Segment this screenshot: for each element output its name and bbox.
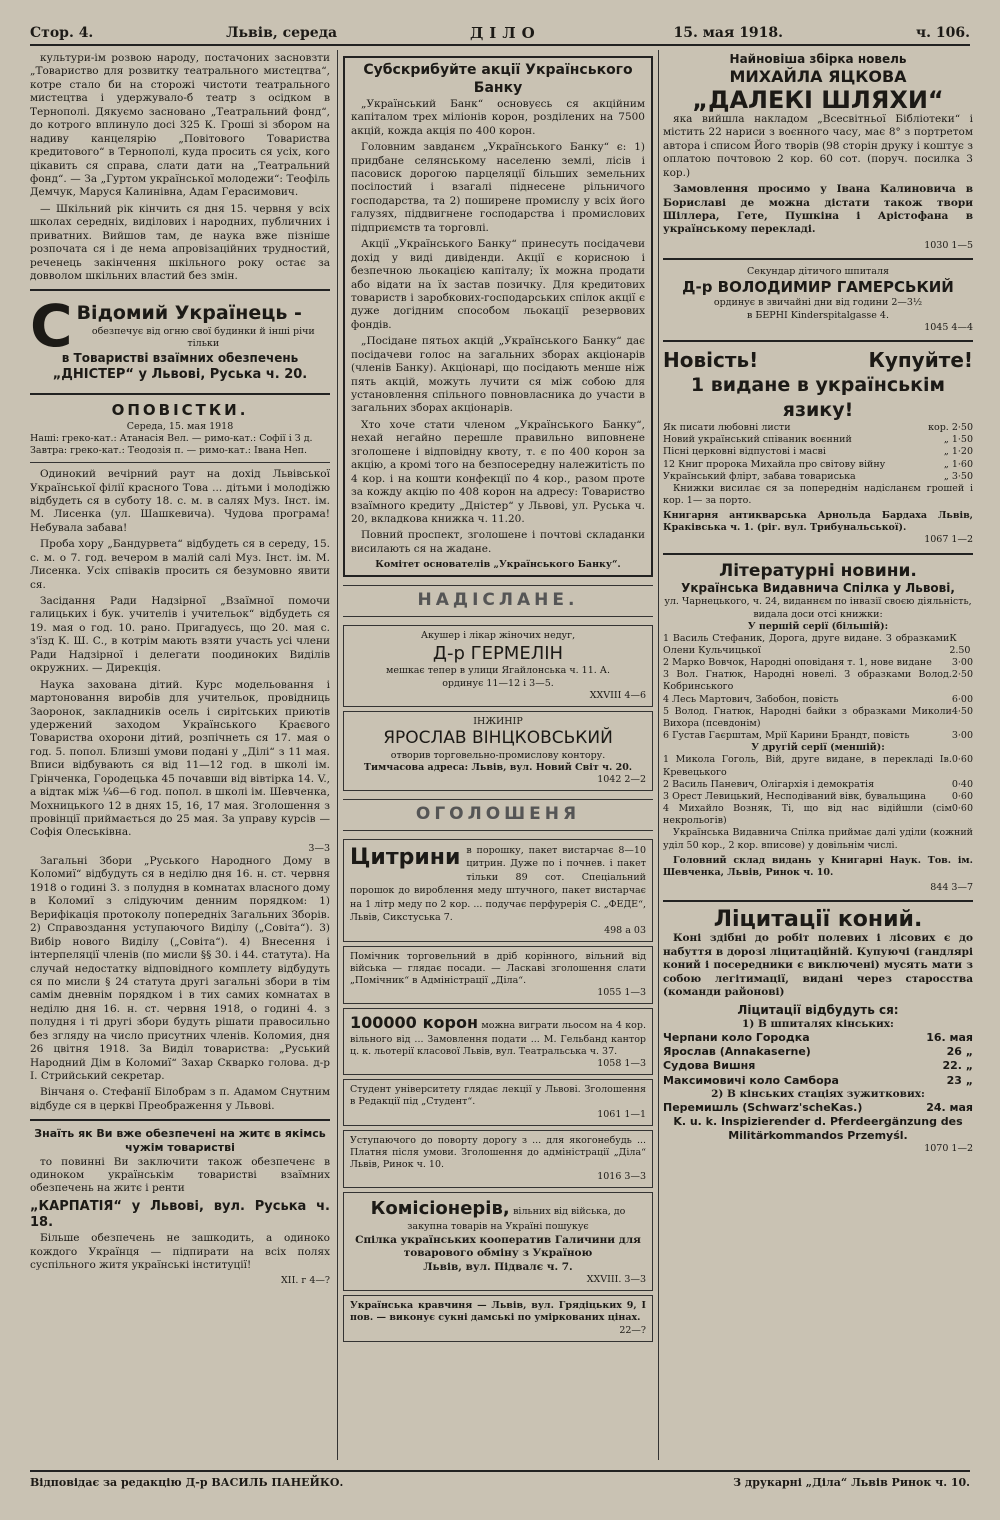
dnister-dropcap: С [30, 292, 73, 361]
book-price: 3·00 [951, 657, 973, 669]
theatre-article: культури-ім розвою народу, постачоних засновзти „Товариство для розвитку театрального мистецтва“, котре стало би на сторожі чистоти театрального мистецтва і удержувало-б театр з осідком в Тернополі. Дякуємо засновано „Театральний фонд“, до котрого вплинуло досі 325 К. Гроші зі збором на надиву канцелярію „Повітового Товариства кредитового“ в Тернополі, куда просить ся усіх, кого цікавить ся справа, слати дати на „Театральний фонд“. — За „Гуртом української молодежи“: Теофіль Демчук, Маруся Калинівна, Адам Герасимович. [30, 52, 330, 199]
karpatia-text: то повинні Ви заключити також обезпеченє в одиноком українськім товаристві взаїмних обезпечень на житє і ренти [30, 1155, 330, 1195]
price-list [663, 422, 973, 483]
book-row [663, 694, 973, 706]
column-divider [658, 50, 659, 1460]
newspaper-title: ДІЛО [469, 24, 541, 42]
ad2-ref: 1058 1—3 [597, 1058, 646, 1070]
classified-assistant [343, 946, 653, 1005]
notice-council: Засідання Ради Надзірної „Взаїмної помочи галицьких і бук. учителів і учительок“ відбудеть ся 19. мая о год. 10. рано. Пригадуєсь, що 20. мая с. з'їзд К. Ш. С., в котрім мають взяти участь усі члени Ради Надзірної і делегати поодиноких Виділів окружних. — Дирекція. [30, 595, 330, 675]
book-title: 2 Марко Вовчок, Народні оповіданя т. 1, нове видане [663, 657, 932, 669]
price-row [663, 471, 973, 483]
dnister-line3: „ДНІСТЕР“ у Львові, Руська ч. 20. [52, 366, 308, 382]
column-left [30, 52, 330, 1460]
bank-p5: Хто хоче стати членом „Українського Банку“, нехай негайно перешле правильно виповнене зголошене і відповідну квоту, т. є по 400 корон за акцію, а кромі того на безпосередну належитість по 4 кор. і на кошти конфекції по 4 кор., разом проте за кожду акцію по 408 корон на адресу: Товариство взаїмного кредиту „Дністер“ у Львові, ул. Руська ч. 20, вкладкова книжка ч. 11.20. [351, 418, 645, 525]
column-divider [337, 50, 338, 1460]
price-item: Як писати любовні листи [663, 422, 791, 434]
nadislane-header: НАДІСЛАНЕ. [343, 585, 653, 617]
hamersky-ad [663, 266, 973, 334]
classified-student [343, 1079, 653, 1125]
column-middle [343, 52, 653, 1460]
citryny-big: Цитрини [350, 844, 461, 870]
novist-big: 1 видане в українськім язику! [690, 374, 946, 421]
hamersky-ref: 1045 4—4 [924, 321, 973, 333]
auction-row [663, 1101, 973, 1115]
hermelin-l3: ординує 11—12 і 3—5. [442, 677, 554, 689]
bank-title: Субскрибуйте акції Українського Банку [363, 62, 633, 96]
vinckovsky-ad [343, 711, 653, 791]
notice-raut: Одинокий вечірний раут на дохід Львівської Української філії красного Това ... дітьми і молодіжю відбудеть ся в суботу 18. с. м. в салях Муз. Інст. ім. М. Лисенка (ул. Шашкевича). Чудова програма! Небувала забава! [30, 468, 330, 534]
notices-title: ОПОВІСТКИ. [111, 401, 249, 420]
book-row [663, 706, 973, 730]
literary-news [663, 561, 973, 895]
divider [663, 258, 973, 260]
notice-course: Наука захована дітий. Курс модельовання і мартоновання виробів для учительок, провідниць Заоронок, закладників осель і сирітських приютів удержений заходом Українського Краєвого Товариства охорони дітий, розпічнеть ся 17. мая о год. 5. попол. Близші умови подані у „Ділі“ з 11 мая. Вписи відбувають ся від 11—12 год. в школі ім. Грінченка, Городецька 45 почавши від вівтірка 14. V., а відтак між ¼6—6 год. попол. в школі ім. Шевченка, Мохницького 12 в днях 15, 16, 17 мая. Зголошення з провінції приймається до 25 мая. За управу курсів — Софія Олеськівна. [30, 678, 330, 839]
komisioner-ad [343, 1192, 653, 1291]
ogoloshennia-header: ОГОЛОШЕНЯ [343, 799, 653, 831]
classified-lottery [343, 1008, 653, 1075]
karpatia-name: „КАРПАТІЯ“ у Львові, вул. Руська ч. 18. [30, 1198, 330, 1231]
divider [30, 289, 330, 291]
calendar-today: Наші: греко-кат.: Атанасія Вел. — римо-кат.: Софії і З д. [30, 432, 313, 444]
footer [30, 1470, 970, 1489]
auction-place: Максимовичі коло Самбора [663, 1073, 839, 1087]
book-price: 3·00 [951, 730, 973, 742]
auction-row [663, 1059, 973, 1073]
notice-wedding: Вінчаня о. Стефанії Білобрам з п. Адамом Снутним відбуде ся в церкві Преображення у Львові. [30, 1086, 330, 1112]
vinc-name: ЯРОСЛАВ ВІНЦКОВСЬКИЙ [383, 727, 613, 748]
yatskiv-ref: 1030 1—5 [924, 239, 973, 251]
book-title: 4 Михайло Возняк, Ті, що від нас відійшли (сім некрольогів) [663, 803, 952, 827]
price-value: „ 1·20 [943, 446, 973, 458]
karpatia-text2: Більше обезпечень не зашкодить, а одиноко кождого Українця — підпирати на всіх полях суспільного житя українські інституції! [30, 1232, 330, 1271]
citryny-ad [343, 839, 653, 942]
lic-s2: 2) В кінських стаціях зужиткових: [711, 1087, 925, 1100]
book-row [663, 657, 973, 669]
classified-4 [343, 1130, 653, 1189]
ad1-text: Помічник торговельний в дріб корінного, вільний від війська — глядає посади. — Ласкаві зголошення слати „Помічник“ в Адміністрації „Діла“. [350, 950, 646, 987]
vinc-ref: 1042 2—2 [597, 774, 646, 786]
price-row [663, 434, 973, 446]
bank-ad [343, 56, 653, 577]
book-row [663, 791, 973, 803]
book-title: 2 Василь Паневич, Олігархія і демократія [663, 778, 875, 790]
book-row [663, 669, 973, 693]
notice-choir: Проба хору „Бандурвета“ відбудеть ся в середу, 15. с. м. о 7. год. вечером в малій салі Муз. Інст. ім. М. Лисенка. Усіх співаків просить ся безумовно явити ся. [30, 538, 330, 591]
footer-printer: З друкарні „Діла“ Львів Ринок ч. 10. [733, 1476, 970, 1489]
book-price: 0·60 [951, 790, 973, 802]
book-title: 4 Лесь Мартович, Забобон, повість [663, 693, 839, 705]
price-item: 12 Книг пророка Михайла про світову війну [663, 458, 886, 470]
lit-publisher: Українська Видавнича Спілка у Львові, [681, 581, 955, 596]
calendar-date: Середа, 15. мая 1918 [126, 420, 234, 432]
hermelin-ad [343, 625, 653, 707]
auction-date: 24. мая [926, 1101, 973, 1115]
auction-date: 23 „ [946, 1073, 973, 1087]
kravchyna-ad [343, 1295, 653, 1341]
ad2-big: 100000 корон [350, 1013, 479, 1033]
lic-title: Ліцитації коний. [713, 907, 923, 933]
books-series-1 [663, 633, 973, 742]
book-price: 0·60 [951, 754, 973, 766]
karpatia-ref: XII. г 4—? [281, 1275, 330, 1287]
dnister-line2: в Товаристві взаїмних обезпечень [61, 351, 299, 366]
masthead [30, 22, 970, 46]
notice-course-ref: 3—3 [308, 842, 330, 854]
hermelin-name: Д-р ГЕРМЕЛІН [432, 643, 564, 665]
hermelin-l1: Акушер і лікар жіночих недуг, [420, 630, 576, 642]
yatskiv-ad [663, 52, 973, 252]
yatskiv-author: МИХАЙЛА ЯЦКОВА [729, 67, 907, 87]
auction-place: Ярослав (Annakaserne) [663, 1045, 811, 1059]
book-title: 6 Густав Гаєрштам, Мрії Карини Брандт, повість [663, 730, 910, 742]
lit-store: Головний склад видань у Книгарні Наук. Тов. ім. Шевченка, Львів, Ринок ч. 10. [663, 854, 973, 878]
novist-header [663, 348, 973, 374]
price-row [663, 459, 973, 471]
book-title: 5 Волод. Гнатюк, Народні байки з образками Миколи Вихора (псевдонім) [663, 705, 952, 729]
horse-auction [663, 908, 973, 1155]
auction-date: 26 „ [946, 1045, 973, 1059]
divider [663, 340, 973, 342]
yatskiv-text2: Замовлення просимо у Івана Калиновича в Бориславі де можна дістати також твори Шіллера, Гете, Пушкіна і Арістофана в українському перекладі. [663, 183, 973, 236]
komis-t2: Спілка українських кооператив Галичини для товарового обміну з Україною [355, 1233, 641, 1260]
auction-place: Черпани коло Городка [663, 1031, 810, 1045]
lic-ref: 1070 1—2 [924, 1143, 973, 1155]
vinc-l1: ІНЖИНІР [473, 715, 523, 727]
price-value: „ 3·50 [943, 470, 973, 482]
lic-sub: Ліцитації відбудуть ся: [737, 1002, 899, 1017]
issue-date: 15. мая 1918. [673, 25, 784, 41]
kravchyna-text: Українська кравчиня — Львів, вул. Грядіцьких 9, І пов. — виконує сукні дамські по уміркованих цінах. [350, 1300, 646, 1324]
komis-big: Комісіонерів, [370, 1198, 510, 1220]
place: Львів, середа [226, 25, 338, 41]
book-price: 2·50 [951, 669, 973, 681]
divider [663, 553, 973, 555]
bank-p1: „Український Банк“ основуєсь ся акційним капіталом трех міліонів корон, розділених на 7500 акцій, кожда акція по 400 корон. [351, 97, 645, 137]
karpatia-title: Знаїть як Ви вже обезпечені на житє в якімсь чужім товаристві [34, 1127, 326, 1155]
hamersky-name: Д-р ВОЛОДИМИР ГАМЕРСЬКИЙ [682, 278, 954, 297]
book-price: 0·60 [951, 803, 973, 815]
series1-title: У першій серії (більшій): [747, 620, 889, 632]
book-title: 1 Василь Стефаник, Дорога, друге видане. З образками Олени Кульчицької [663, 632, 950, 656]
calendar-tomorrow: Завтра: греко-кат.: Теодозія п. — римо-кат.: Івана Неп. [30, 444, 308, 456]
books-series-2 [663, 754, 973, 827]
issue-number: ч. 106. [915, 25, 970, 41]
divider [663, 900, 973, 902]
novist-ref: 1067 1—2 [924, 534, 973, 546]
hermelin-l2: мешкає тепер в улици Ягайлонська ч. 11. А. [385, 665, 610, 677]
novist-right: Купуйте! [868, 347, 973, 372]
book-price: 4·50 [951, 705, 973, 717]
price-item: Пісні церковні відпустові і масві [663, 446, 826, 458]
lit-note: Українська Видавнича Спілка приймає далі уділи (кожний уділ 50 кор., 2 кор. вписове) у довільнім числі. [663, 827, 973, 851]
citryny-text: в порошку, пакет вистарчає 8—10 цитрин. Дуже по і почнев. і пакет тільки 89 сот. Спеціальний порошок до вироблення меду штучного, пакет вистарчає на 1 літр меду по 2 кор. ... подучає перфурерія С. „ФЕДЕ“, Львів, Сикстуська 7. [350, 844, 646, 924]
yatskiv-title: „ДАЛЕКІ ШЛЯХИ“ [692, 85, 944, 114]
notice-assembly: Загальні Збори „Руського Народного Дому в Коломиї“ відбудуть ся в неділю дня 16. н. ст. червня 1918 о годині 3. з полудня в комнатах власного дому в Коломиї з слідуючим денним порядком: 1) Верифікація протоколу попередніх Загальних Зборів. 2) Справоздання уступаючого Виділу („Совіта“). 3) Вибір нового Виділу („Совіта“). 4) Внесення і інтерпеляції членів (по мисли §§ 30. і 44. статута). На случай недостатку відповідного комплету відбудуть ся по мисли § 24 статута другі загальні збори в тім самім дневнім порядком і в тих самих комнатах в неділю дня 16. н. ст. червня 1918, о годині 4. з полудня і ті другі збори будуть рішати правосильно без згляду на число присутних членів. Коломия, дня 26 цвітня 1918. За Виділ товариства: „Руський Народний Дім в Коломиї“ Захар Скварко голова. д-р І. Стрийський секретар. [30, 855, 330, 1083]
bank-p2: Головним завданєм „Українського Банку“ є: 1) придбане селянському населеню землі, лісів і пасовиск дорогою парцеляції більших земельних посілостий і взагалі піднесене рільничого господарства, та 2) поширене промислу у всіх його галузях, піддвигнене господарства і промислових підприємств та торговлі. [351, 141, 645, 234]
citryny-ref: 498 а 03 [604, 924, 646, 936]
auction-date: 16. мая [926, 1031, 973, 1045]
hamersky-l2: ординує в звичайні дни від години 2—3½ [713, 297, 923, 309]
yatskiv-text: яка вийшла накладом „Всесвітньої Бібліотеки“ і містить 22 нариси з воєнного часу, має 8° з портретом автора і списом Його творів (98 сторін друку і коштує з оплатою почтовою 2 кор. 60 сот. (поруч. посилка 3 кор.) [663, 112, 973, 179]
ad3-ref: 1061 1—1 [597, 1108, 646, 1120]
price-value: „ 1·60 [943, 458, 973, 470]
novist-note: Книжки висилає ся за попереднім надісланєм грошей і кор. 1— за порто. [663, 482, 973, 506]
column-right [663, 52, 973, 1460]
price-item: Український флірт, забава товариська [663, 470, 856, 482]
ad4-text: Уступаючого до поворту дорогу з ... для якогонебудь ... Платня після умови. Зголошення до адміністрації „Діла“ Львів, Ринок ч. 10. [350, 1134, 646, 1171]
bank-sign: Комітет основателів „Українського Банку“. [375, 559, 621, 571]
book-row [663, 633, 973, 657]
ad2-text: можна виграти льосом на 4 кор. вільного від ... Замовлення подати ... М. Гельбанд кантор ц. к. льотерії класової Львів, вул. Театральська ч. 37. [350, 1020, 646, 1057]
book-row [663, 803, 973, 827]
hamersky-l3: в БЕРНІ Kinderspitalgasse 4. [747, 309, 889, 321]
komis-ref: XXVIII. 3—3 [586, 1274, 646, 1286]
bank-p4: „Посідане пятьох акцій „Українського Банку“ дає посідачеви голос на загальних зборах акціонарів (членів Банку). Акціонарі, що посідають менше ніж пять акцій, можуть лучити ся між собою для установлення спільного повновласника до участи в загальних зборах акціонарів. [351, 335, 645, 415]
auction-row [663, 1045, 973, 1059]
book-title: 1 Микола Гоголь, Вій, друге видане, в перекладі Ів. Кревецького [663, 754, 952, 778]
kravchyna-ref: 22—? [619, 1324, 646, 1336]
lit-title: Літературні новини. [719, 560, 917, 581]
yatskiv-l1: Найновіша збірка новель [729, 52, 907, 66]
lic-rows-1 [663, 1031, 973, 1087]
ad4-ref: 1016 3—3 [597, 1171, 646, 1183]
dnister-line1: обезпечує від огню свої будинки й інші річи тільки [91, 325, 315, 349]
book-title: 3 Орест Левицький, Несподіваний вівк, бувальщина [663, 790, 926, 802]
divider [30, 1119, 330, 1121]
school-news: — Шкільний рік кінчить ся дня 15. червня у всіх школах середніх, виділових і народних, публичних і приватних. Вийшов там, де наука вже пізніше розпочата ся і де нема апровізаційних трудностий, реченець закінчення шкільного року остає за довволом шкільних властий без змін. [30, 202, 330, 282]
book-row [663, 730, 973, 742]
price-item: Новий український співаник воєнний [663, 434, 852, 446]
karpatia-ad [30, 1127, 330, 1287]
dnister-title: Відомий Українець - [76, 302, 302, 325]
dnister-ad [30, 292, 330, 387]
book-row [663, 754, 973, 778]
footer-editor: Відповідає за редакцію Д-р ВАСИЛЬ ПАНЕЙКО. [30, 1476, 344, 1489]
lit-ref: 844 3—7 [930, 881, 973, 893]
book-price: К 2.50 [949, 632, 971, 656]
lic-sign: K. u. k. Inspizierender d. Pferdeergänzung des Militärkommandos Przemyśl. [673, 1115, 963, 1143]
book-row [663, 779, 973, 791]
vinc-l2: отворив торговельно-промислову контору. [390, 749, 606, 761]
auction-place: Перемишль (Schwarz'scheKas.) [663, 1101, 863, 1115]
price-row [663, 422, 973, 434]
price-row [663, 446, 973, 458]
hamersky-l1: Секундар дітичого шпиталя [747, 266, 889, 278]
divider [30, 462, 330, 463]
lic-s1: 1) В шпиталях кінських: [742, 1017, 894, 1030]
bank-p6: Повний проспект, зголошене і почтові складанки висилають ся на жадане. [351, 529, 645, 555]
price-value: „ 1·50 [943, 434, 973, 446]
divider [30, 393, 330, 395]
novist-shop: Книгарня антикварська Арнольда Бардаха Львів, Краківська ч. 1. (ріг. вул. Трибунальської). [663, 510, 973, 534]
auction-place: Судова Вишня [663, 1059, 756, 1073]
komis-t1: вільних від війська, до закупна товарів на Україні пошукує [407, 1206, 626, 1233]
book-title: 3 Вол. Гнатюк, Народні новелі. З образками Волод. Кобринського [663, 669, 952, 693]
novist-ad [663, 348, 973, 547]
bank-p3: Акції „Українського Банку“ принесуть посідачеви дохід у виді дивіденди. Акції є корисною і безпечною льокацією капіталу; їх можна продати або відати на їх застав позичку. Для кредитових товариств і заробкових-господарських спілок акції є дуже догідним способом льокації резервових фондів. [351, 238, 645, 331]
book-price: 0·40 [951, 778, 973, 790]
ad1-ref: 1055 1—3 [597, 987, 646, 999]
lit-intro: ул. Чарнецького, ч. 24, виданнєм по інвазії своєю діяльність, видала доси отсі книжки: [664, 596, 972, 620]
hermelin-ref: XXVIII 4—6 [589, 689, 646, 701]
auction-row [663, 1074, 973, 1088]
novist-left: Новість! [663, 347, 759, 372]
price-value: кор. 2·50 [928, 422, 973, 434]
book-price: 6·00 [951, 693, 973, 705]
komis-t3: Львів, вул. Підвалє ч. 7. [423, 1260, 573, 1273]
lic-text: Коні здібні до робіт полевих і лісових є до набуття в дорозі ліцитаційній. Купуючі (гандлярі коний і посередники є виключені) мусять мати з собою легітимації, видані через старосства (команди районові) [663, 932, 973, 999]
auction-row [663, 1031, 973, 1045]
page-number: Стор. 4. [30, 25, 94, 41]
series2-title: У другій серії (меншій): [751, 742, 885, 754]
ad3-text: Студент університету глядає лекції у Львові. Зголошення в Редакції під „Студент“. [350, 1084, 646, 1108]
auction-date: 22. „ [942, 1059, 973, 1073]
vinc-l3: Тимчасова адреса: Львів, вул. Новий Світ ч. 20. [363, 761, 633, 773]
lic-rows-2 [663, 1101, 973, 1115]
